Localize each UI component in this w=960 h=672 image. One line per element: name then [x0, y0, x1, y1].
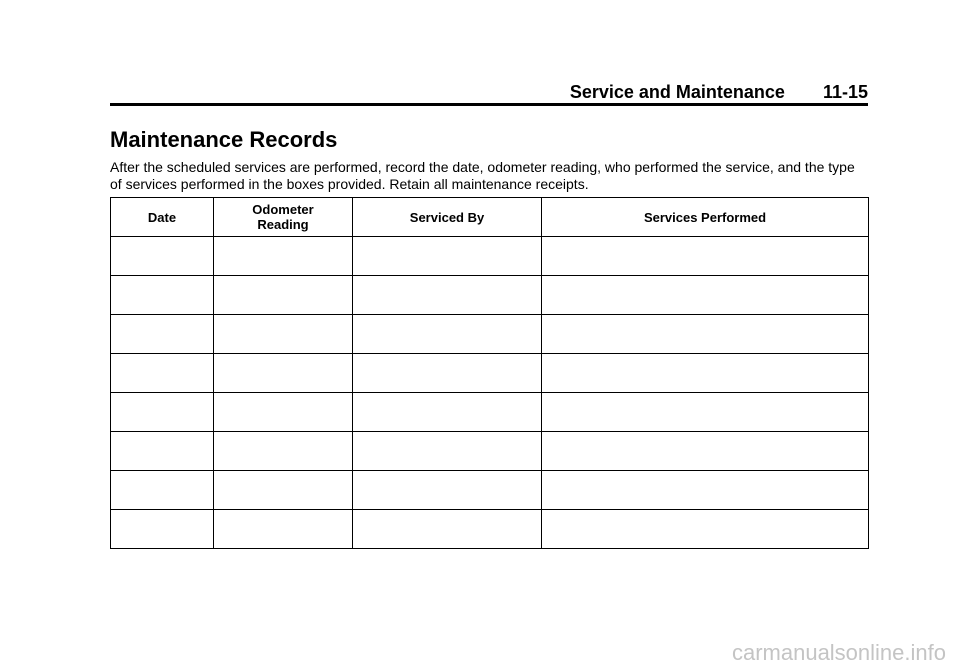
date-cell[interactable]: [111, 393, 214, 432]
table-row: [111, 315, 869, 354]
column-header-line: Serviced By: [409, 209, 485, 225]
column-header-line: Reading: [257, 217, 309, 232]
date-cell[interactable]: [111, 510, 214, 549]
table-row: [111, 393, 869, 432]
serviced-by-cell[interactable]: [353, 393, 542, 432]
services-performed-cell[interactable]: [542, 354, 869, 393]
date-cell[interactable]: [111, 237, 214, 276]
maintenance-records-table: [110, 197, 869, 549]
table-row: [111, 471, 869, 510]
intro-paragraph: After the scheduled services are performed, record the date, odometer reading, who performed the service, and the type of services performed in the boxes provided. Retain all maintenance receipts.: [110, 159, 855, 192]
odometer-cell[interactable]: [214, 315, 353, 354]
odometer-cell[interactable]: [214, 432, 353, 471]
services-performed-cell[interactable]: [542, 432, 869, 471]
column-header-line: Date: [147, 209, 177, 225]
date-cell[interactable]: [111, 276, 214, 315]
odometer-cell[interactable]: [214, 471, 353, 510]
odometer-cell[interactable]: [214, 393, 353, 432]
serviced-by-cell[interactable]: [353, 432, 542, 471]
serviced-by-cell[interactable]: [353, 237, 542, 276]
column-header-date: [111, 198, 214, 237]
odometer-cell[interactable]: [214, 276, 353, 315]
table-row: [111, 354, 869, 393]
services-performed-cell[interactable]: [542, 315, 869, 354]
table-row: [111, 510, 869, 549]
page-number: 11-15: [822, 81, 868, 102]
table-row: [111, 237, 869, 276]
header-rule: [110, 103, 868, 106]
table-row: [111, 432, 869, 471]
table-header-row: [111, 198, 869, 237]
watermark: carmanualsonline.info: [731, 640, 946, 665]
date-cell[interactable]: [111, 315, 214, 354]
column-header-services-performed: [542, 198, 869, 237]
page-title: Maintenance Records: [110, 127, 338, 152]
column-header-line: Services Performed: [643, 209, 767, 225]
services-performed-cell[interactable]: [542, 237, 869, 276]
date-cell[interactable]: [111, 432, 214, 471]
serviced-by-cell[interactable]: [353, 471, 542, 510]
date-cell[interactable]: [111, 354, 214, 393]
services-performed-cell[interactable]: [542, 510, 869, 549]
serviced-by-cell[interactable]: [353, 510, 542, 549]
running-header: [110, 80, 868, 104]
date-cell[interactable]: [111, 471, 214, 510]
odometer-cell[interactable]: [214, 237, 353, 276]
serviced-by-cell[interactable]: [353, 276, 542, 315]
serviced-by-cell[interactable]: [353, 354, 542, 393]
column-header-serviced-by: [353, 198, 542, 237]
services-performed-cell[interactable]: [542, 471, 869, 510]
odometer-cell[interactable]: [214, 510, 353, 549]
section-title: Service and Maintenance: [569, 81, 785, 102]
serviced-by-cell[interactable]: [353, 315, 542, 354]
services-performed-cell[interactable]: [542, 393, 869, 432]
table-row: [111, 276, 869, 315]
services-performed-cell[interactable]: [542, 276, 869, 315]
column-header-odometer-reading: [214, 198, 353, 237]
odometer-cell[interactable]: [214, 354, 353, 393]
column-header-line: Odometer: [252, 202, 314, 217]
